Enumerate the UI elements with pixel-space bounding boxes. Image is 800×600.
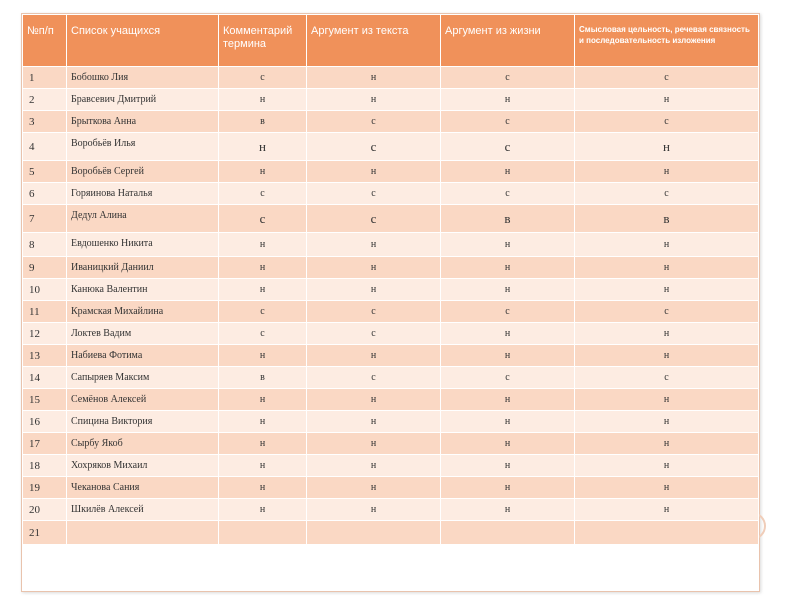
header-name: Список учащихся bbox=[67, 15, 219, 67]
students-table bbox=[22, 14, 759, 545]
mark-coherence: н bbox=[575, 477, 759, 499]
header-coherence: Смысловая цельность, речевая связность и последовательность изложения bbox=[575, 15, 759, 67]
row-number: 10 bbox=[23, 279, 67, 301]
mark-coherence: н bbox=[575, 345, 759, 367]
mark-arg-text: н bbox=[307, 89, 441, 111]
mark-arg-text bbox=[307, 521, 441, 545]
table-row bbox=[23, 279, 759, 301]
mark-coherence: н bbox=[575, 433, 759, 455]
row-number: 15 bbox=[23, 389, 67, 411]
student-name: Шкилёв Алексей bbox=[67, 499, 219, 521]
row-number: 4 bbox=[23, 133, 67, 161]
mark-comment: н bbox=[219, 411, 307, 433]
mark-comment: с bbox=[219, 205, 307, 233]
table-row bbox=[23, 345, 759, 367]
mark-coherence: с bbox=[575, 367, 759, 389]
table-row bbox=[23, 367, 759, 389]
mark-comment: н bbox=[219, 257, 307, 279]
mark-coherence: н bbox=[575, 279, 759, 301]
header-num: №п/п bbox=[23, 15, 67, 67]
row-number: 6 bbox=[23, 183, 67, 205]
student-name bbox=[67, 521, 219, 545]
mark-arg-text: н bbox=[307, 279, 441, 301]
mark-arg-life: н bbox=[441, 345, 575, 367]
mark-coherence: н bbox=[575, 323, 759, 345]
student-name: Сырбу Якоб bbox=[67, 433, 219, 455]
mark-arg-text: н bbox=[307, 389, 441, 411]
mark-arg-life: н bbox=[441, 89, 575, 111]
student-name: Хохряков Михаил bbox=[67, 455, 219, 477]
mark-comment: в bbox=[219, 111, 307, 133]
table-row bbox=[23, 499, 759, 521]
row-number: 8 bbox=[23, 233, 67, 257]
row-number: 12 bbox=[23, 323, 67, 345]
table-row bbox=[23, 477, 759, 499]
mark-arg-life: с bbox=[441, 183, 575, 205]
mark-coherence: н bbox=[575, 411, 759, 433]
mark-comment: с bbox=[219, 301, 307, 323]
mark-comment: н bbox=[219, 389, 307, 411]
mark-arg-life: н bbox=[441, 499, 575, 521]
mark-arg-life: с bbox=[441, 367, 575, 389]
mark-coherence: с bbox=[575, 111, 759, 133]
mark-arg-life: с bbox=[441, 67, 575, 89]
mark-arg-life: н bbox=[441, 161, 575, 183]
student-name: Набиева Фотима bbox=[67, 345, 219, 367]
mark-comment: н bbox=[219, 89, 307, 111]
row-number: 3 bbox=[23, 111, 67, 133]
row-number: 9 bbox=[23, 257, 67, 279]
mark-arg-text: н bbox=[307, 233, 441, 257]
mark-comment: с bbox=[219, 67, 307, 89]
header-arg-text: Аргумент из текста bbox=[307, 15, 441, 67]
student-name: Канюка Валентин bbox=[67, 279, 219, 301]
mark-comment: с bbox=[219, 323, 307, 345]
mark-arg-text: н bbox=[307, 345, 441, 367]
row-number: 13 bbox=[23, 345, 67, 367]
mark-comment: н bbox=[219, 161, 307, 183]
table-row bbox=[23, 205, 759, 233]
mark-coherence: в bbox=[575, 205, 759, 233]
student-name: Горяинова Наталья bbox=[67, 183, 219, 205]
student-name: Воробьёв Сергей bbox=[67, 161, 219, 183]
mark-arg-text: с bbox=[307, 367, 441, 389]
mark-arg-text: с bbox=[307, 205, 441, 233]
row-number: 16 bbox=[23, 411, 67, 433]
student-name: Чеканова Сания bbox=[67, 477, 219, 499]
mark-comment bbox=[219, 521, 307, 545]
student-name: Крамская Михайлина bbox=[67, 301, 219, 323]
student-name: Семёнов Алексей bbox=[67, 389, 219, 411]
mark-comment: н bbox=[219, 279, 307, 301]
table-row bbox=[23, 433, 759, 455]
student-name: Дедул Алина bbox=[67, 205, 219, 233]
mark-arg-text: н bbox=[307, 67, 441, 89]
student-name: Спицина Виктория bbox=[67, 411, 219, 433]
student-name: Брыткова Анна bbox=[67, 111, 219, 133]
student-name: Сапыряев Максим bbox=[67, 367, 219, 389]
table-row bbox=[23, 67, 759, 89]
mark-comment: н bbox=[219, 499, 307, 521]
student-name: Воробьёв Илья bbox=[67, 133, 219, 161]
row-number: 2 bbox=[23, 89, 67, 111]
student-name: Иваницкий Даниил bbox=[67, 257, 219, 279]
table-row bbox=[23, 133, 759, 161]
table-row bbox=[23, 389, 759, 411]
row-number: 5 bbox=[23, 161, 67, 183]
mark-arg-text: н bbox=[307, 433, 441, 455]
table-row bbox=[23, 411, 759, 433]
row-number: 21 bbox=[23, 521, 67, 545]
mark-comment: н bbox=[219, 455, 307, 477]
row-number: 1 bbox=[23, 67, 67, 89]
table-row bbox=[23, 89, 759, 111]
mark-arg-life: с bbox=[441, 111, 575, 133]
row-number: 18 bbox=[23, 455, 67, 477]
mark-arg-text: н bbox=[307, 411, 441, 433]
table-row bbox=[23, 183, 759, 205]
mark-coherence: н bbox=[575, 389, 759, 411]
mark-comment: в bbox=[219, 367, 307, 389]
table-row bbox=[23, 257, 759, 279]
student-name: Евдошенко Никита bbox=[67, 233, 219, 257]
mark-arg-text: н bbox=[307, 477, 441, 499]
mark-arg-life: с bbox=[441, 133, 575, 161]
header-comment: Комментарий термина bbox=[219, 15, 307, 67]
table-row bbox=[23, 111, 759, 133]
mark-arg-life: в bbox=[441, 205, 575, 233]
mark-arg-life: н bbox=[441, 233, 575, 257]
mark-comment: н bbox=[219, 133, 307, 161]
mark-arg-life: н bbox=[441, 257, 575, 279]
row-number: 14 bbox=[23, 367, 67, 389]
row-number: 7 bbox=[23, 205, 67, 233]
table-row bbox=[23, 301, 759, 323]
row-number: 17 bbox=[23, 433, 67, 455]
mark-coherence: с bbox=[575, 301, 759, 323]
mark-comment: с bbox=[219, 183, 307, 205]
row-number: 20 bbox=[23, 499, 67, 521]
mark-arg-life: н bbox=[441, 477, 575, 499]
mark-coherence: с bbox=[575, 183, 759, 205]
mark-arg-life: н bbox=[441, 323, 575, 345]
mark-comment: н bbox=[219, 345, 307, 367]
mark-arg-text: с bbox=[307, 133, 441, 161]
student-name: Бобошко Лия bbox=[67, 67, 219, 89]
student-name: Локтев Вадим bbox=[67, 323, 219, 345]
table-row bbox=[23, 521, 759, 545]
table-row bbox=[23, 323, 759, 345]
mark-arg-life: н bbox=[441, 389, 575, 411]
row-number: 19 bbox=[23, 477, 67, 499]
mark-arg-text: н bbox=[307, 499, 441, 521]
mark-arg-text: н bbox=[307, 161, 441, 183]
mark-coherence: н bbox=[575, 133, 759, 161]
mark-arg-life: н bbox=[441, 411, 575, 433]
mark-coherence: н bbox=[575, 233, 759, 257]
mark-comment: н bbox=[219, 477, 307, 499]
mark-arg-life bbox=[441, 521, 575, 545]
mark-coherence: н bbox=[575, 499, 759, 521]
mark-arg-life: н bbox=[441, 433, 575, 455]
mark-arg-life: н bbox=[441, 455, 575, 477]
mark-coherence bbox=[575, 521, 759, 545]
mark-arg-text: н bbox=[307, 257, 441, 279]
mark-arg-text: с bbox=[307, 183, 441, 205]
table-header-row bbox=[23, 15, 759, 67]
table-row bbox=[23, 455, 759, 477]
mark-arg-life: с bbox=[441, 301, 575, 323]
mark-arg-text: с bbox=[307, 111, 441, 133]
mark-arg-text: с bbox=[307, 323, 441, 345]
table-row bbox=[23, 233, 759, 257]
mark-comment: н bbox=[219, 233, 307, 257]
mark-arg-text: н bbox=[307, 455, 441, 477]
mark-coherence: с bbox=[575, 67, 759, 89]
mark-comment: н bbox=[219, 433, 307, 455]
mark-arg-text: с bbox=[307, 301, 441, 323]
row-number: 11 bbox=[23, 301, 67, 323]
header-arg-life: Аргумент из жизни bbox=[441, 15, 575, 67]
mark-coherence: н bbox=[575, 257, 759, 279]
mark-coherence: н bbox=[575, 455, 759, 477]
student-name: Бравсевич Дмитрий bbox=[67, 89, 219, 111]
mark-arg-life: н bbox=[441, 279, 575, 301]
mark-coherence: н bbox=[575, 89, 759, 111]
table-row bbox=[23, 161, 759, 183]
mark-coherence: н bbox=[575, 161, 759, 183]
